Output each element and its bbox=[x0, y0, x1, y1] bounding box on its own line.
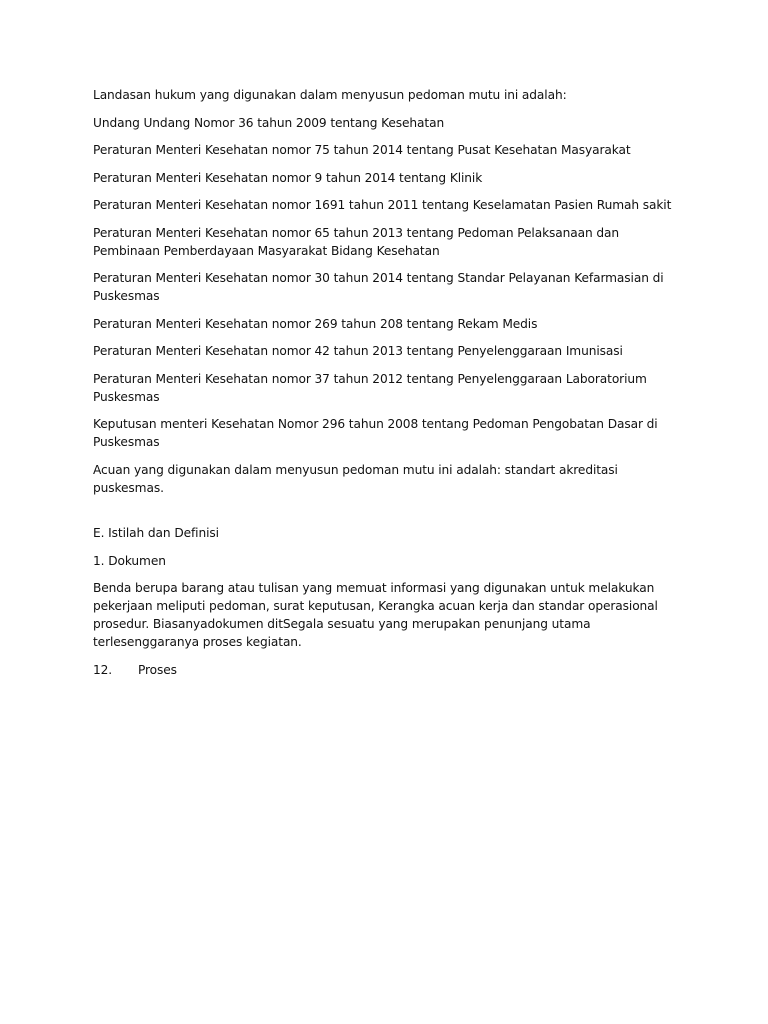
item-heading: 1. Dokumen bbox=[93, 553, 166, 568]
item-heading: Proses bbox=[138, 662, 177, 677]
law-item: Peraturan Menteri Kesehatan nomor 65 tahun 2013 tentang Pedoman Pelaksanaan dan Pembinaan Pemberdayaan Masyarakat Bidang Kesehatan bbox=[93, 225, 620, 258]
law-item: Peraturan Menteri Kesehatan nomor 30 tahun 2014 tentang Standar Pelayanan Kefarmasian di Puskesmas bbox=[93, 271, 664, 303]
law-item: Peraturan Menteri Kesehatan nomor 1691 tahun 2011 tentang Keselamatan Pasien Rumah sakit bbox=[93, 198, 672, 212]
law-item: Peraturan Menteri Kesehatan nomor 269 tahun 208 tentang Rekam Medis bbox=[93, 316, 538, 331]
reference-paragraph: Acuan yang digunakan dalam menyusun pedoman mutu ini adalah: standart akreditasi puskesmas. bbox=[93, 462, 618, 495]
law-item: Peraturan Menteri Kesehatan nomor 75 tahun 2014 tentang Pusat Kesehatan Masyarakat bbox=[93, 143, 631, 157]
spacer bbox=[93, 506, 683, 524]
item-number: 12. bbox=[93, 662, 113, 677]
law-item: Keputusan menteri Kesehatan Nomor 296 tahun 2008 tentang Pedoman Pengobatan Dasar di Puskesmas bbox=[93, 417, 658, 449]
document-body bbox=[93, 86, 683, 679]
law-item: Peraturan Menteri Kesehatan nomor 9 tahun 2014 tentang Klinik bbox=[93, 170, 483, 185]
law-item: Peraturan Menteri Kesehatan nomor 42 tahun 2013 tentang Penyelenggaraan Imunisasi bbox=[93, 344, 623, 358]
section-heading: E. Istilah dan Definisi bbox=[93, 526, 219, 540]
numbered-item bbox=[93, 661, 683, 679]
law-item: Peraturan Menteri Kesehatan nomor 37 tahun 2012 tentang Penyelenggaraan Laboratorium Puskesmas bbox=[93, 371, 647, 404]
item-body: Benda berupa barang atau tulisan yang memuat informasi yang digunakan untuk melakukan pekerjaan meliputi pedoman, surat keputusan, Kerangka acuan kerja dan standar operasional prosedur. Biasanyadokumen ditSegala sesuatu yang merupakan penunjang utama terlesenggaranya proses kegiatan. bbox=[93, 581, 658, 649]
law-item: Undang Undang Nomor 36 tahun 2009 tentang Kesehatan bbox=[93, 115, 445, 130]
intro-paragraph: Landasan hukum yang digunakan dalam menyusun pedoman mutu ini adalah: bbox=[93, 88, 567, 102]
